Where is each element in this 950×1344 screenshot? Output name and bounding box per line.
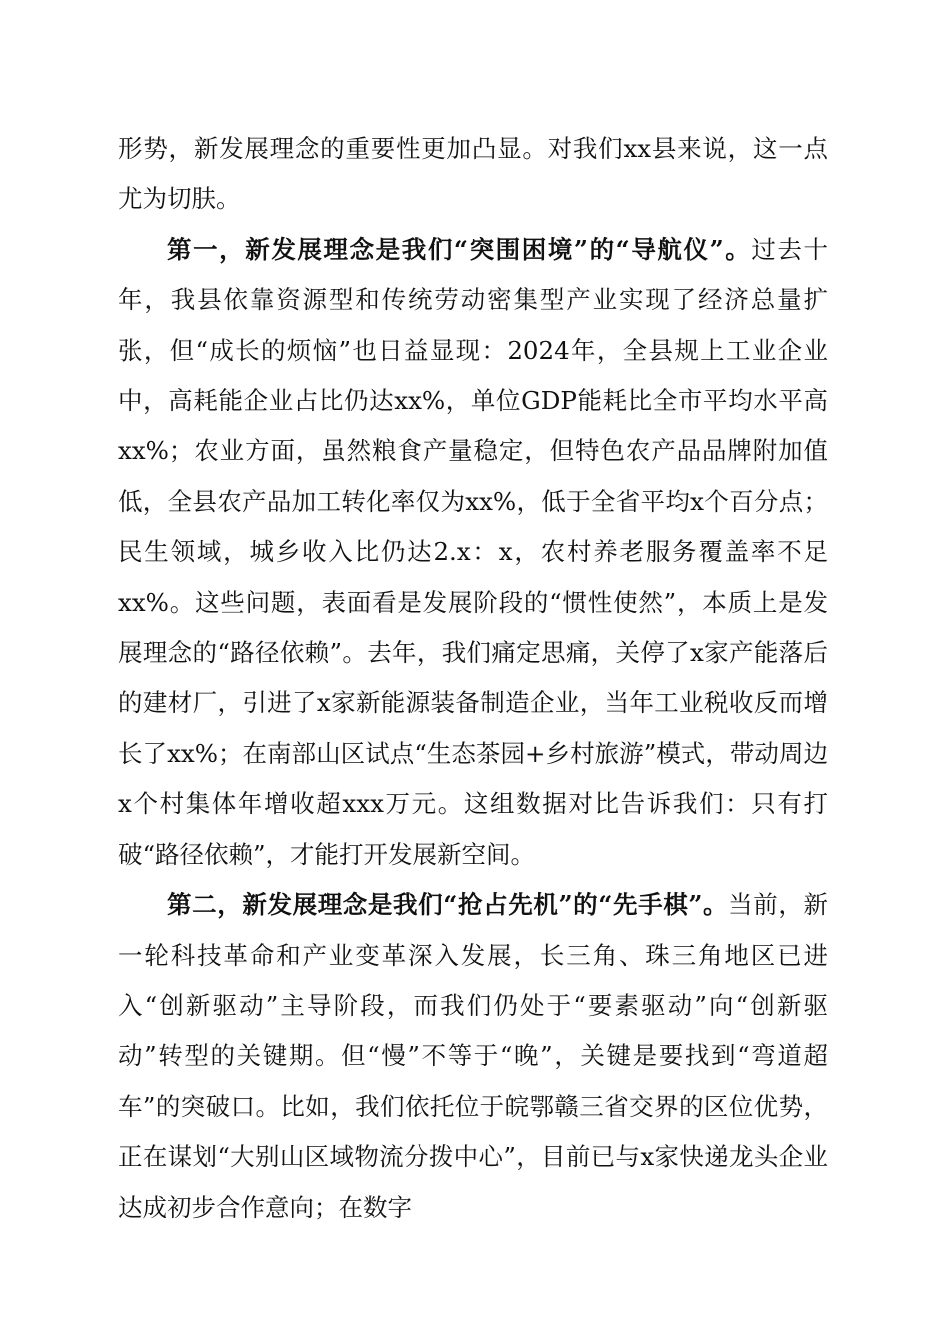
paragraph-3-text: 当前，新一轮科技革命和产业变革深入发展，长三角、珠三角地区已进入“创新驱动”主导阶段，而我们仍处于“要素驱动”向“创新驱动”转型的关键期。但“慢”不等于“晚”，关键是要找到“弯道超车”的突破口。比如，我们依托位于皖鄂赣三省交界的区位优势，正在谋划“大别山区域物流分拨中心”，目前已与x家快递龙头企业达成初步合作意向；在数字: [118, 890, 829, 1222]
paragraph-3-lead: 第二，新发展理念是我们“抢占先机”的“先手棋”。: [167, 890, 729, 920]
paragraph-1: [118, 124, 828, 225]
document-body: [118, 124, 828, 1233]
paragraph-2: [118, 225, 828, 880]
paragraph-1-text: 形势，新发展理念的重要性更加凸显。对我们xx县来说，这一点尤为切肤。: [118, 134, 828, 214]
paragraph-3: [118, 880, 828, 1233]
paragraph-2-text: 过去十年，我县依靠资源型和传统劳动密集型产业实现了经济总量扩张，但“成长的烦恼”也日益显现：2024年，全县规上工业企业中，高耗能企业占比仍达xx%，单位GDP能耗比全市平均水平高xx%；农业方面，虽然粮食产量稳定，但特色农产品品牌附加值低，全县农产品加工转化率仅为xx%，低于全省平均x个百分点；民生领域，城乡收入比仍达2.x：x，农村养老服务覆盖率不足xx%。这些问题，表面看是发展阶段的“惯性使然”，本质上是发展理念的“路径依赖”。去年，我们痛定思痛，关停了x家产能落后的建材厂，引进了x家新能源装备制造企业，当年工业税收反而增长了xx%；在南部山区试点“生态茶园+乡村旅游”模式，带动周边x个村集体年增收超xxx万元。这组数据对比告诉我们：只有打破“路径依赖”，才能打开发展新空间。: [118, 234, 829, 869]
paragraph-2-lead: 第一，新发展理念是我们“突围困境”的“导航仪”。: [167, 234, 752, 264]
